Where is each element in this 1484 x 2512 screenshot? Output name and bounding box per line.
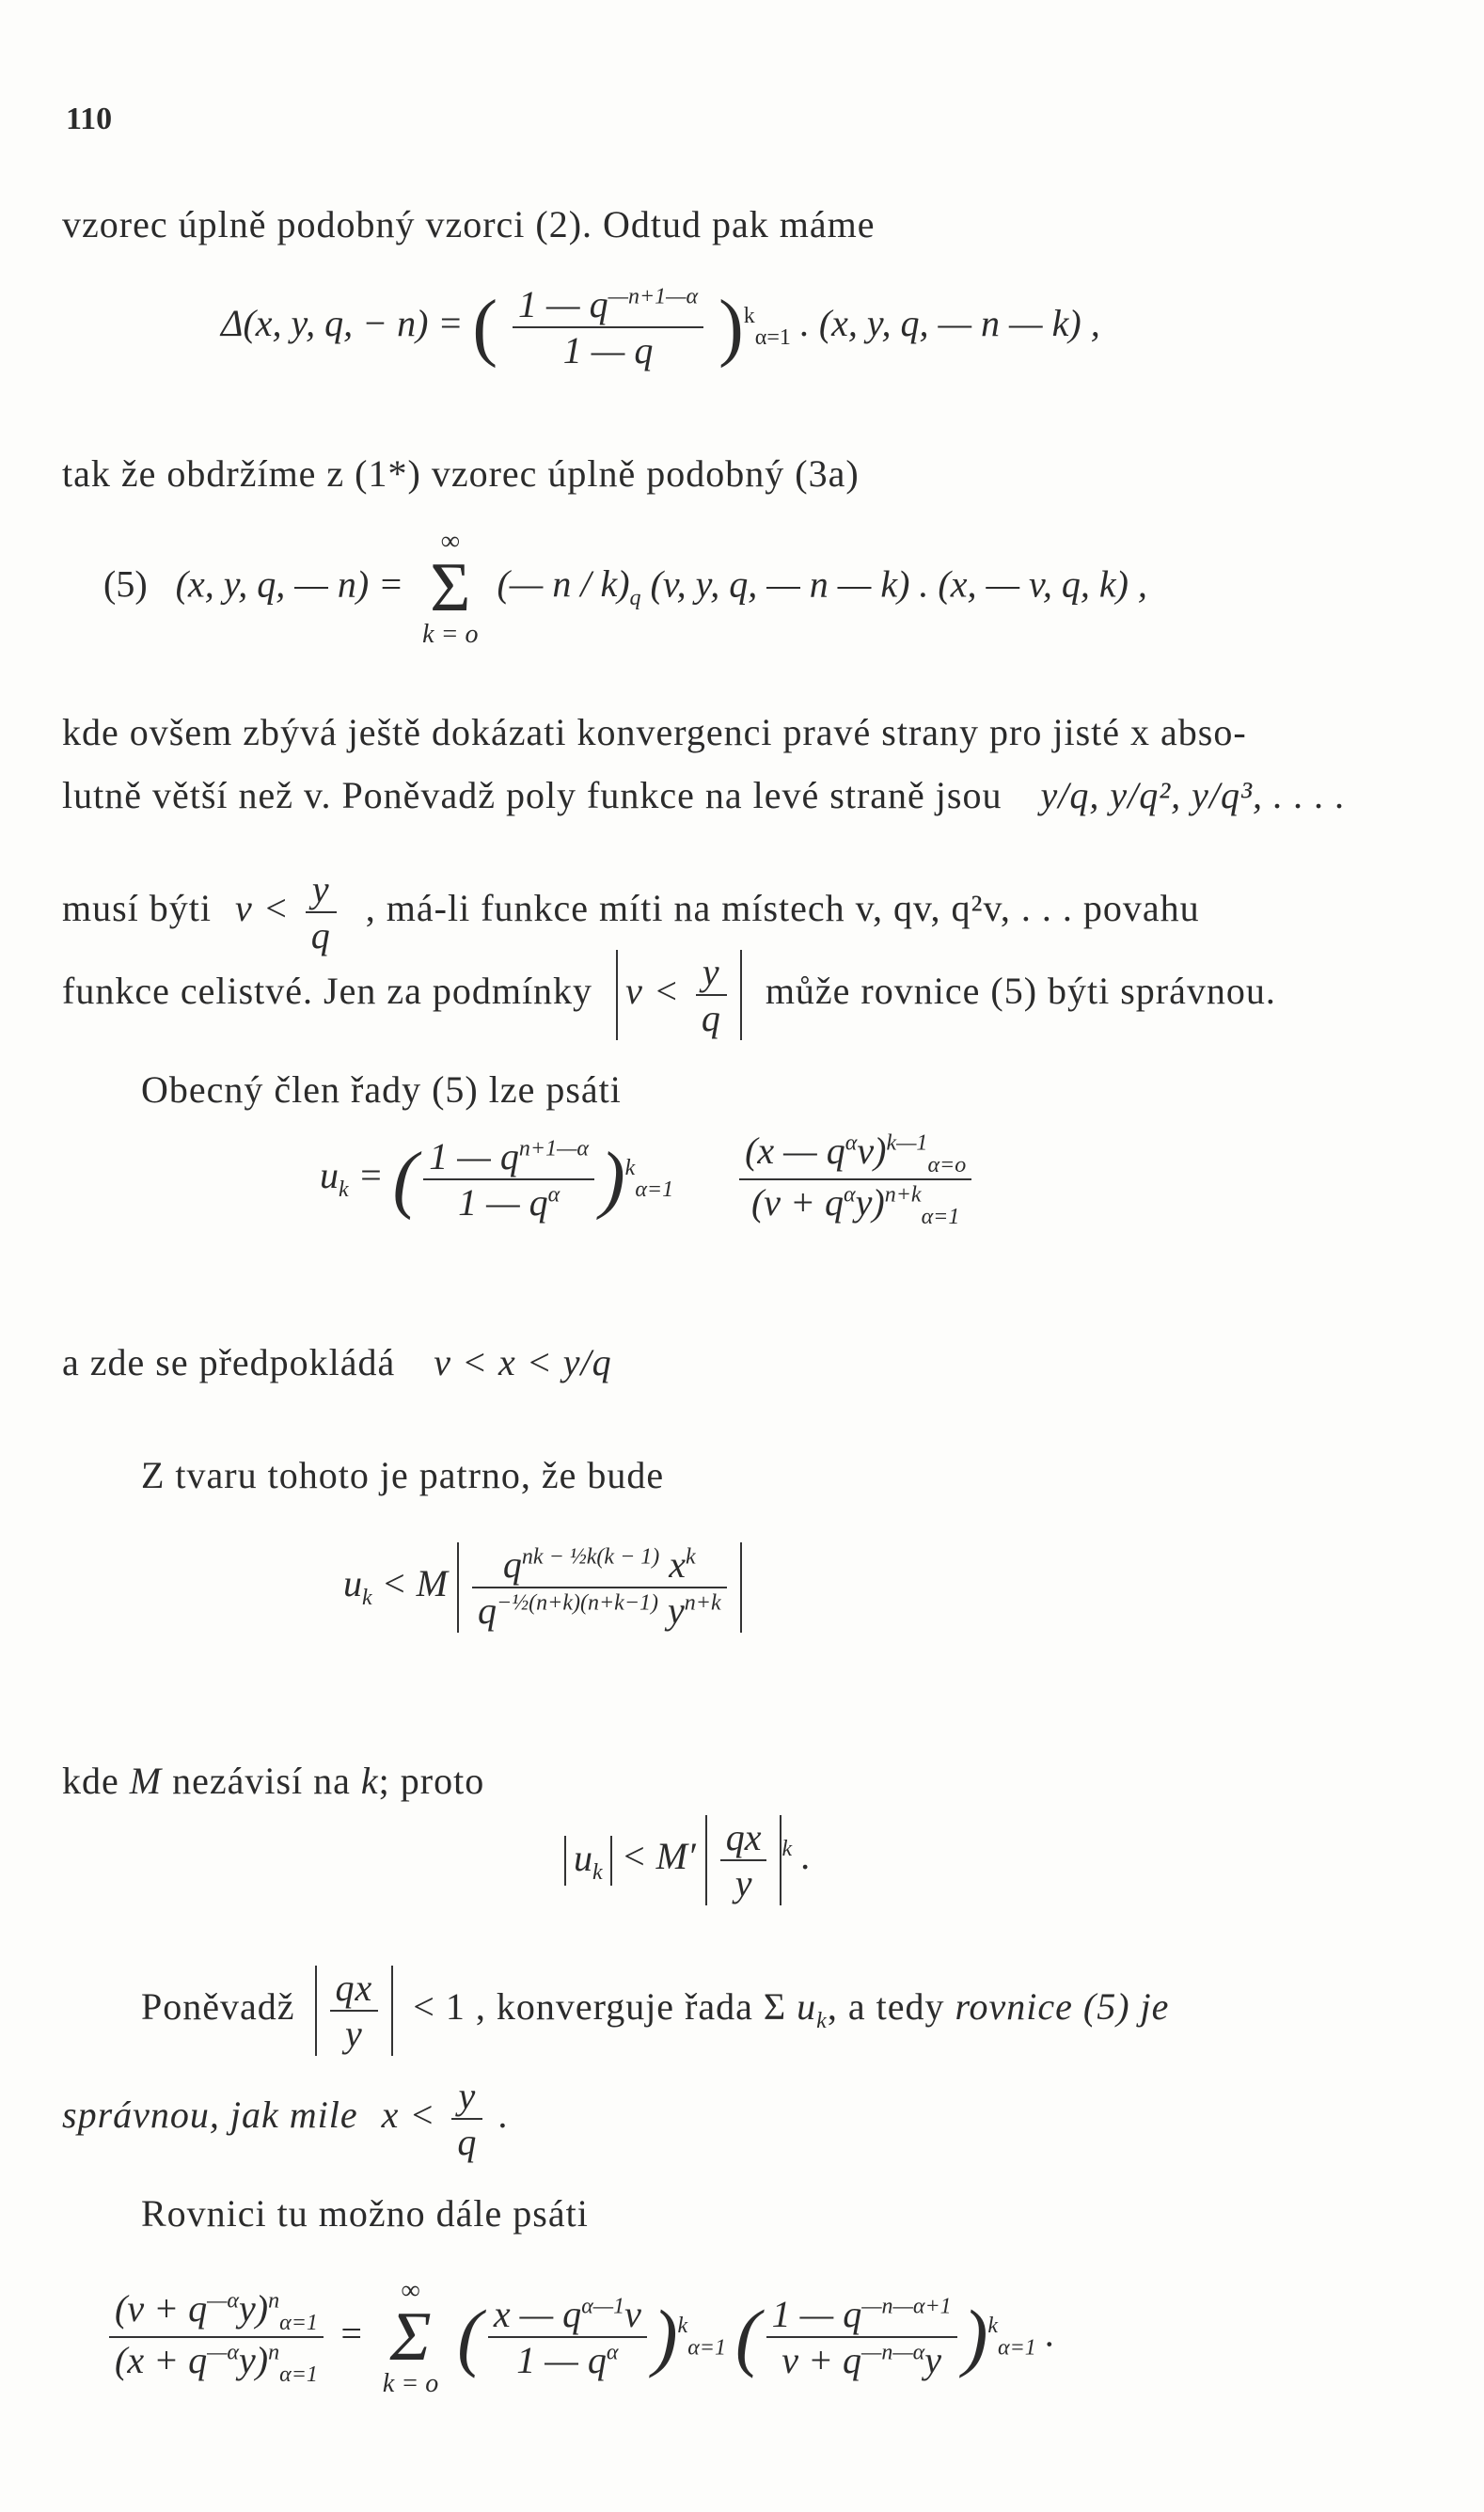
equation-1-lhs: Δ(x, y, q, − n) =	[221, 302, 464, 345]
paragraph-4: Obecný člen řady (5) lze psáti	[141, 1068, 622, 1111]
paragraph-7: kde M nezávisí na k; proto	[62, 1760, 485, 1802]
paragraph-1: vzorec úplně podobný vzorci (2). Odtud pak máme	[62, 203, 876, 245]
equation-1: Δ(x, y, q, − n) = ( $\frac{1 — q^{—n+1—\alpha}}{1 — q}$ )$^k_{\alpha=1}$ . (x, y, q, — n — k) ,	[221, 283, 1100, 371]
paragraph-3d: funkce celistvé. Jen za podmínky v < $\frac{y}{q}$ může rovnice (5) býti správnou.	[62, 951, 1276, 1039]
paragraph-2: tak že obdržíme z (1*) vzorec úplně podobný (3a)	[62, 452, 860, 495]
paragraph-3a: kde ovšem zbývá ještě dokázati konvergenci pravé strany pro jisté x abso-	[62, 711, 1247, 753]
equation-5-lhs: (x, y, q, — n) =	[175, 562, 404, 606]
paragraph-3b: lutně větší než v. Poněvadž poly funkce na levé straně jsou y/q, y/q², y/q³, . . . .	[62, 774, 1347, 816]
paragraph-6: Z tvaru tohoto je patrno, že bude	[141, 1454, 665, 1496]
condition: v < x < y/q	[434, 1341, 612, 1383]
equation-5-rhs: (v, y, q, — n — k) . (x, — v, q, k) ,	[650, 562, 1147, 606]
paragraph-5: a zde se předpokládá v < x < y/q	[62, 1341, 612, 1383]
equation-5: (5) (x, y, q, — n) = ∞ Σ k = o (— n / $k)_q$ (v, y, q, — n — k) . (x, — v, q, k) ,	[103, 527, 1147, 649]
equation-5-label: (5)	[103, 562, 148, 606]
page-number: 110	[66, 102, 113, 136]
paragraph-9: správnou, jak mile x < $\frac{y}{q}$ .	[62, 2075, 510, 2163]
equation-general-term: $u_k$ = ( $\frac{1 — q^{n+1—\alpha}}{1 — q^\alpha}$ )$^k_{\alpha=1}$ $\frac{(x — q^\alpha v)^{k—1}_{\alpha=o}}{(v + q^\alpha y)^{n+k}_{\alpha=1}}$	[320, 1129, 977, 1230]
equation-1-rhs: . (x, y, q, — n — k) ,	[799, 302, 1100, 345]
equation-final: $\frac{(v + q^{—\alpha}y)^n_{\alpha=1}}{(x + q^{—\alpha}y)^n_{\alpha=1}}$ = ∞ Σ k = o ( $\frac{x — q^{\alpha—1}v}{1 — q^\alpha}$ )$^k_{\alpha=1}$ ( $\frac{1 — q^{—n—\alpha+1}}{v + q^{—n—\alpha}y}$ )$^k_{\alpha=1}$ .	[103, 2276, 1055, 2399]
paragraph-8: Poněvadž $\frac{qx}{y}$ < 1 , konverguje řada Σ $u_k$, a tedy rovnice (5) je	[141, 1967, 1170, 2055]
paragraph-3c: musí býti v < $\frac{y}{q}$ , má-li funkce míti na místech v, qv, q²v, . . . povahu	[62, 868, 1200, 956]
equation-bound: $u_k < M$ $\frac{q^{nk - \frac{1}{2}k(k - 1)} x^k}{q^{-\frac{1}{2}(n+k)(n+k-1)} y^{n+k}}$	[343, 1542, 742, 1633]
poles-list: y/q, y/q², y/q³, . . . .	[1040, 774, 1347, 816]
paragraph-10: Rovnici tu možno dále psáti	[141, 2192, 589, 2235]
equation-bound-2: $u_k < M'$ $\frac{qx}{y}$ $^k$ .	[564, 1815, 811, 1905]
